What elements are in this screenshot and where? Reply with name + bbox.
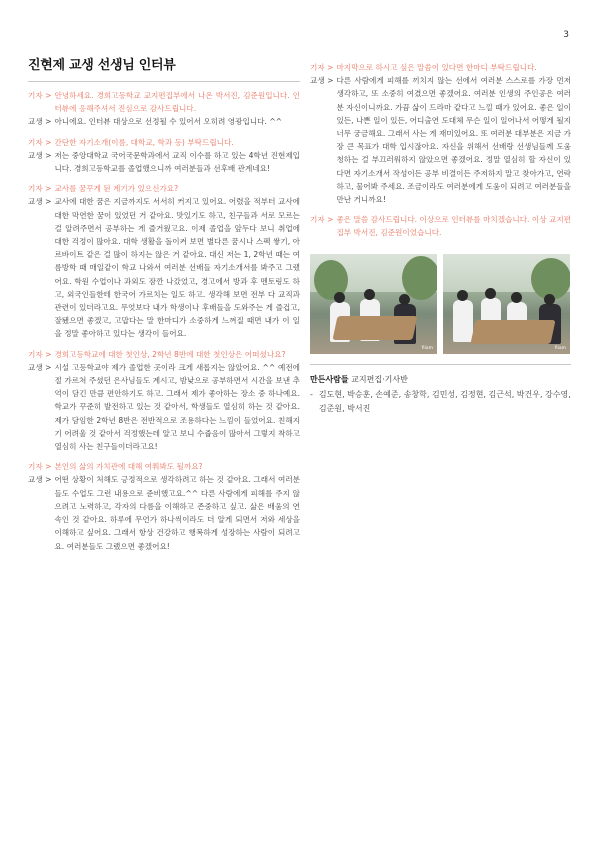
teacher-label: 교생 > bbox=[28, 117, 52, 127]
credits-heading bbox=[310, 374, 571, 385]
credits-heading-rest: 교지편집·기사반 bbox=[348, 374, 408, 384]
answer-row bbox=[28, 195, 300, 340]
answer-row bbox=[28, 149, 300, 175]
answer-text: 저는 중앙대학교 국어국문학과에서 교직 이수를 하고 있는 4학년 진현제입니다. 경희고등학교를 졸업했으니까 여러분들과 선후배 관계네요! bbox=[54, 150, 300, 174]
question-row bbox=[28, 136, 300, 149]
right-qa-list bbox=[310, 61, 571, 240]
left-column bbox=[28, 54, 300, 553]
teacher-label: 교생 > bbox=[310, 76, 334, 86]
photo-person-head bbox=[364, 289, 375, 300]
question-text: 좋은 말씀 감사드립니다. 이상으로 인터뷰를 마치겠습니다. 이상 교지편집부 박서진, 김준원이었습니다. bbox=[336, 215, 571, 238]
left-qa-list bbox=[28, 89, 300, 553]
photo-person-head bbox=[334, 292, 345, 303]
answer-row bbox=[28, 361, 300, 453]
question-row bbox=[28, 348, 300, 361]
reporter-label: 기자 > bbox=[28, 349, 52, 359]
answer-text: 다른 사람에게 피해를 끼치지 않는 선에서 여러분 스스로를 가장 먼저 생각하고, 또 소중히 여겼으면 좋겠어요. 여러분 인생의 주인공은 여러분 자신이니까요. 가끔 삶이 드라마 같다고 느낄 때가 있어요. 좋은 일이 있든, 나쁜 일이 있든, 어디출연 도대체 무슨 일이 일어나서 어떻게 될지 너무 궁금해요. 그래서 사는 게 재미있어요. 또 여러분 대부분은 지금 가장 큰 목표가 대학 입시잖아요. 자신을 위해서 선배랑 선생님들께 도움 청하는 걸 부끄러워하지 않았으면 좋겠어요. 정말 열심히 할 자신이 있다면 자기소개서 작성이든 공부 비결이든 주저하지 말고 찾아가고, 연락하고, 물어봐 주세요. 조금이라도 여러분에게 도움이 되려고 여러분들을 만난 거니까요! bbox=[336, 76, 571, 205]
answer-row bbox=[28, 115, 300, 128]
photo-person-head bbox=[511, 292, 522, 303]
question-row bbox=[310, 213, 571, 239]
photo-person-head bbox=[544, 294, 555, 305]
photo-person-head bbox=[399, 294, 410, 305]
credits-list bbox=[310, 388, 571, 416]
reporter-label: 기자 > bbox=[310, 215, 334, 225]
question-row bbox=[28, 89, 300, 115]
credits-divider bbox=[310, 364, 571, 365]
answer-row bbox=[28, 473, 300, 552]
reporter-label: 기자 > bbox=[310, 63, 334, 72]
photo-table bbox=[470, 320, 555, 344]
page-number: 3 bbox=[563, 30, 569, 40]
credits-heading-bold: 만든사람들 bbox=[310, 374, 349, 384]
photo-person bbox=[453, 300, 473, 342]
question-row bbox=[28, 460, 300, 473]
reporter-label: 기자 > bbox=[28, 91, 52, 100]
answer-text: 아니에요. 인터뷰 대상으로 선정될 수 있어서 오히려 영광입니다. ^^ bbox=[54, 117, 283, 127]
photo-person-head bbox=[485, 288, 496, 299]
qa-block bbox=[28, 89, 300, 129]
teacher-label: 교생 > bbox=[28, 362, 52, 372]
photo-watermark: fiiam bbox=[554, 345, 566, 351]
qa-block bbox=[28, 348, 300, 454]
question-text: 간단한 자기소개(이름, 대학교, 학과 등) 부탁드립니다. bbox=[54, 137, 234, 147]
photo-tree bbox=[402, 256, 437, 300]
reporter-label: 기자 > bbox=[28, 184, 52, 194]
question-text: 교사를 꿈꾸게 된 계기가 있으신가요? bbox=[54, 184, 179, 194]
answer-text: 어떤 상황이 처해도 긍정적으로 생각하려고 하는 것 같아요. 그래서 여러분들도 수업도 그런 내용으로 준비했고요.^^ 다른 사람에게 피해를 주지 않으려고 노력하고, 각자의 다름을 이해하고 존중하고 싶고. 삶은 배움의 연속인 것 같아요. 하루에 무언가 하나씩이라도 더 알게 되면서 저와 세상을 이해하고 싶어요. 그래서 항상 건강하고 행복하게 성장하는 사람이 되려고요. 여러분들도 그랬으면 좋겠어요! bbox=[54, 475, 300, 551]
photo-table bbox=[332, 316, 417, 340]
teacher-label: 교생 > bbox=[28, 475, 52, 485]
qa-block bbox=[310, 213, 571, 239]
credits-names: 김도현, 박승훈, 손예준, 송창학, 김민성, 김정현, 김근석, 박건우, 강수영, 김준원, 박서진 bbox=[318, 389, 571, 413]
credits-dash: - bbox=[310, 389, 313, 399]
qa-block bbox=[28, 460, 300, 552]
photo-watermark: fiiam bbox=[421, 345, 433, 351]
qa-block bbox=[28, 182, 300, 340]
reporter-label: 기자 > bbox=[28, 462, 52, 472]
interview-photo-2 bbox=[443, 254, 570, 354]
question-text: 마지막으로 하시고 싶은 말씀이 있다면 한마디 부탁드립니다. bbox=[336, 63, 537, 72]
answer-text: 교사에 대한 꿈은 지금까지도 서서히 커지고 있어요. 어렸을 적부터 교사에 대한 막연한 꿈이 있었던 거 같아요. 맛있기도 하고, 친구들과 서로 모르는 걸 알려주면서 공부하는 게 즐거웠고요. 이제 졸업을 앞두다 보니 취업에 대한 걱정이 많아요. 대학 생활을 돌이켜 보면 별다른 꿈시나 스펙 쌓기, 아르바이트 같은 걸 많이 하지는 않은 거 같아요. 대신 저는 1, 2학년 때는 여름방학 때 매일같이 학교 나와서 여러분 선배들 자기소개서를 봐주고 그랬어요. 학원 수업이나 과외도 잠깐 나갔었고, 경고에서 방과 후 멘토링도 하고, 외국인들한테 한국어 가르치는 일도 하고. 생각해 보면 전부 다 교직과 관련이 있더라고요. 무엇보다 내가 학생이나 후배들을 도와주는 게 즐겁고, 잘됐으면 좋겠고, 고맙다는 말 한마디가 소중하게 느껴질 때면 내가 이 일을 정말 좋아하고 있다는 생각이 들어요. bbox=[54, 197, 300, 339]
teacher-label: 교생 > bbox=[28, 150, 52, 160]
qa-block bbox=[310, 61, 571, 206]
answer-text: 시설 고등학교야 제가 졸업한 곳이라 크게 새롭지는 않았어요. ^^ 예전에 절 가르쳐 주셨던 은사님들도 계시고, 밤낮으로 공부하면서 시간을 보낸 추억이 담긴 만큼 편안하기도 하고. 그래서 제가 좋아하는 장소 중 하나예요. 학교가 꾸준히 발전하고 있는 것 같아서, 학생들도 열심히 하는 것 같아요. 제가 담임한 2학년 8반은 전반적으로 조용하다는 느낌이 들었어요. 친해지기 어려울 것 같아서 걱정했는데 알고 보니 수줍음이 많아서 그렇지 착하고 열심히 사는 친구들이더라고요! bbox=[54, 362, 300, 452]
reporter-label: 기자 > bbox=[28, 137, 52, 147]
right-column bbox=[310, 54, 571, 416]
question-row bbox=[310, 61, 571, 74]
question-text: 본인의 삶의 가치관에 대해 여쭤봐도 될까요? bbox=[54, 462, 203, 472]
question-text: 안녕하세요. 경희고등학교 교지편집부에서 나온 박서진, 김준원입니다. 인터뷰에 응해주셔서 진심으로 감사드립니다. bbox=[54, 91, 300, 114]
photo-person-head bbox=[457, 290, 468, 301]
qa-block bbox=[28, 136, 300, 176]
interview-photo-1 bbox=[310, 254, 437, 354]
question-row bbox=[28, 182, 300, 195]
teacher-label: 교생 > bbox=[28, 197, 52, 207]
question-text: 경희고등학교에 대한 첫인상, 2학년 8반에 대한 첫인상은 어떠셨나요? bbox=[54, 349, 286, 359]
article-title: 진현제 교생 선생님 인터뷰 bbox=[28, 54, 300, 82]
photo-row bbox=[310, 254, 571, 354]
answer-row bbox=[310, 74, 571, 206]
